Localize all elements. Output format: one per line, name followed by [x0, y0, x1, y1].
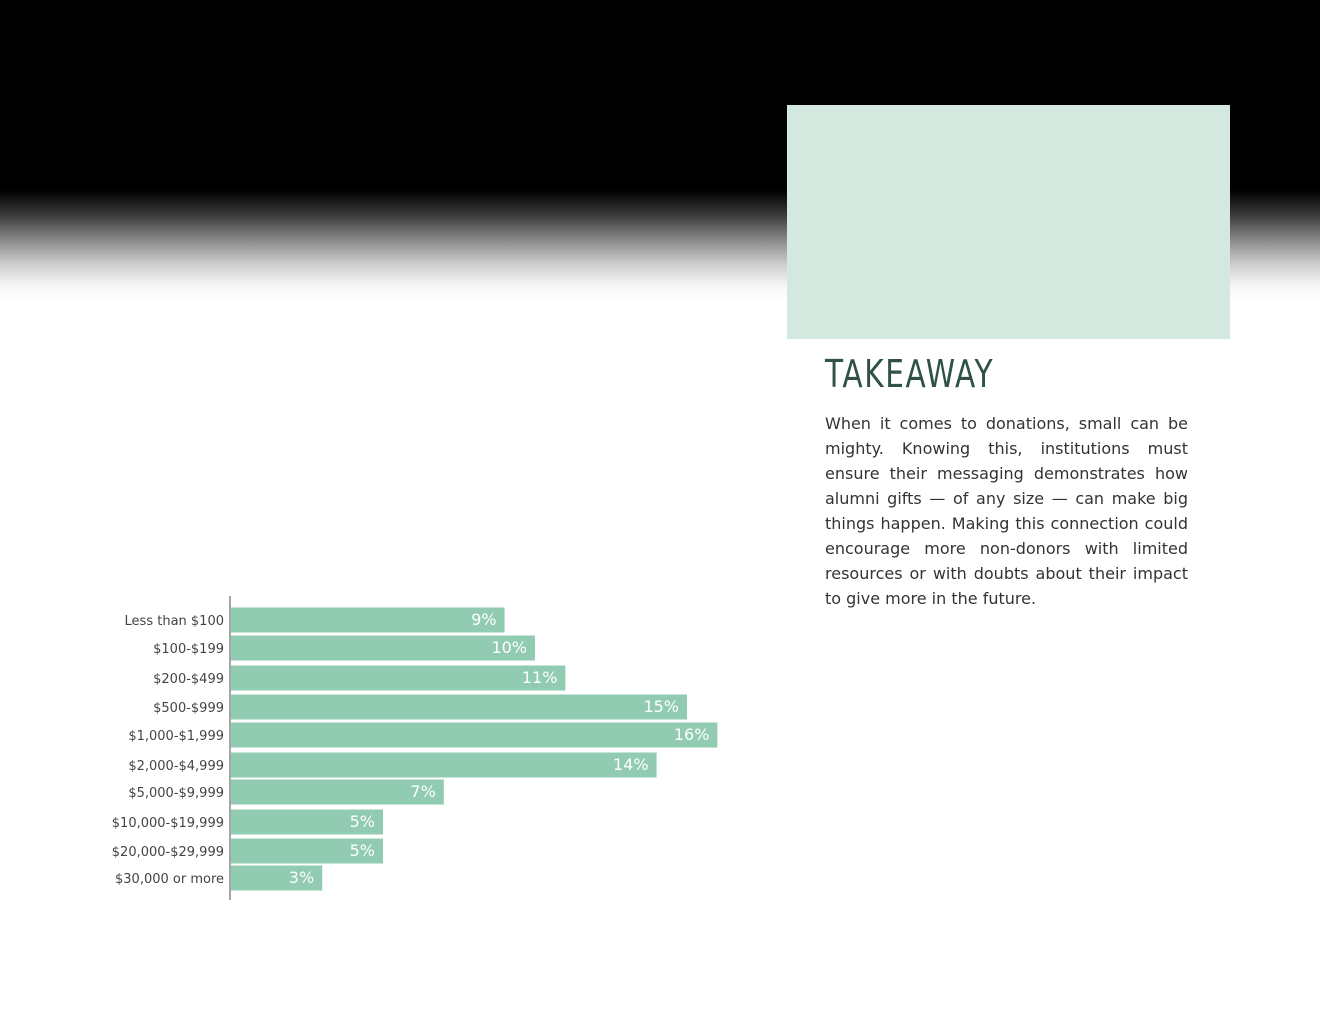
takeaway-paragraph: When it comes to donations, small can be mighty. Knowing this, institutions must ensure their messaging demonstrates how alumni gifts — of any size — can make big things happen. Making this connection could encourage more non-donors with limited resources or with doubts about their impact to give more in the future.: [825, 414, 1188, 608]
category-label-0: Less than $100: [124, 614, 224, 629]
category-label-3: $500-$999: [153, 701, 224, 716]
bars-group: [231, 608, 717, 891]
bar-3: [231, 695, 687, 720]
value-label-9: 3%: [288, 868, 315, 887]
bar-1: [231, 636, 535, 661]
value-label-3: 15%: [643, 697, 679, 716]
value-label-0: 9%: [471, 610, 497, 629]
value-label-7: 5%: [349, 812, 375, 831]
takeaway-heading: TAKEAWAY: [825, 352, 995, 396]
category-label-9: $30,000 or more: [115, 872, 224, 887]
value-label-6: 7%: [410, 782, 436, 801]
value-label-1: 10%: [491, 638, 527, 657]
category-label-7: $10,000-$19,999: [111, 816, 224, 831]
bar-5: [231, 753, 657, 778]
category-label-2: $200-$499: [153, 672, 224, 687]
category-labels-group: [112, 614, 224, 887]
bar-0: [231, 608, 505, 633]
category-label-5: $2,000-$4,999: [128, 759, 224, 774]
value-label-4: 16%: [673, 725, 710, 744]
category-label-1: $100-$199: [153, 642, 224, 657]
value-label-5: 14%: [613, 755, 649, 774]
category-label-4: $1,000-$1,999: [128, 729, 224, 744]
value-label-2: 11%: [521, 668, 558, 687]
category-label-8: $20,000-$29,999: [111, 845, 224, 860]
bar-2: [231, 666, 565, 691]
value-label-8: 5%: [349, 841, 375, 860]
category-label-6: $5,000-$9,999: [128, 786, 224, 801]
bar-4: [231, 723, 717, 748]
